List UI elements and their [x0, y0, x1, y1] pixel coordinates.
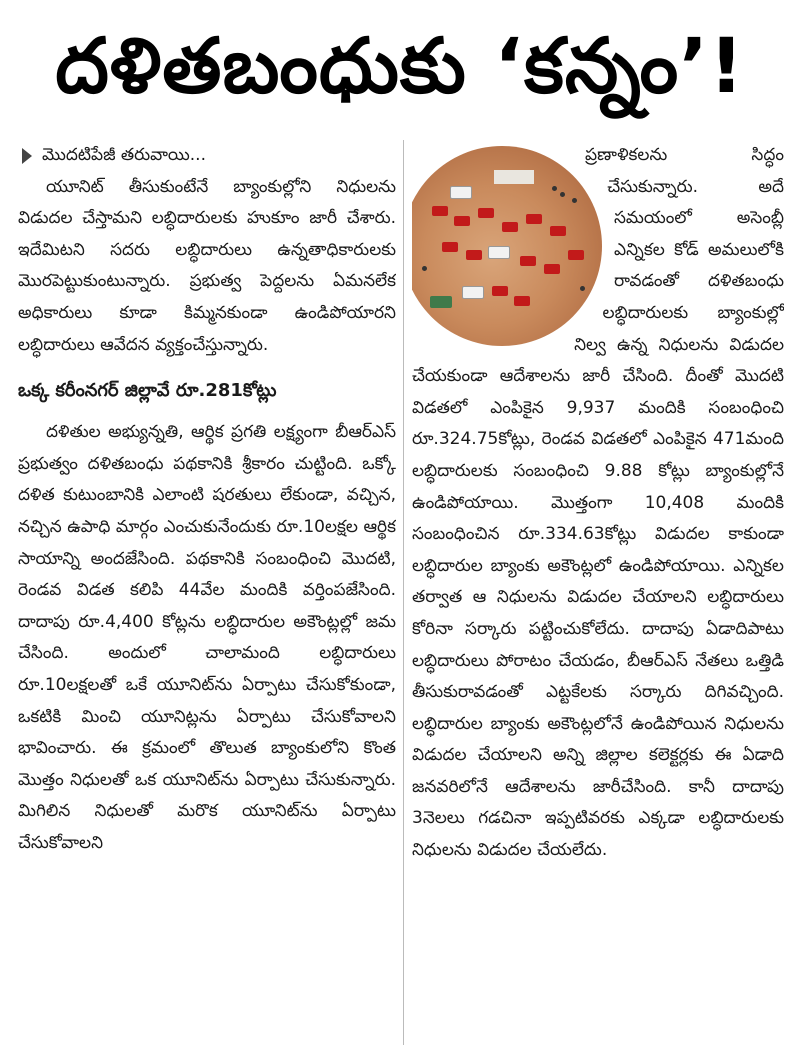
subheading: ఒక్క కరీంనగర్ జిల్లావే రూ.281కోట్లు: [18, 380, 277, 402]
tractor-shape: [526, 214, 542, 224]
vehicle-shape: [488, 246, 510, 259]
headline: దళితబంధుకు ‘కన్నం’!: [55, 21, 745, 110]
tractor-shape: [478, 208, 494, 218]
vehicle-shape: [430, 296, 452, 308]
tractor-shape: [550, 226, 566, 236]
article-column-right: [412, 140, 784, 1060]
tractor-shape: [432, 206, 448, 216]
tractor-shape: [442, 242, 458, 252]
tractor-shape: [544, 264, 560, 274]
paragraph: యూనిట్ తీసుకుంటేనే బ్యాంకుల్లోని నిధులను విడుదల చేస్తామని లబ్ధిదారులకు హుకూం జారీ చేశారు. ఇదేమిటని సదరు లబ్ధిదారులు ఉన్నతాధికారులకు మొరపెట్టుకుంటున్నారు. ప్రభుత్వ పెద్దలను ఏమనలేక అధికారులు కూడా కిమ్మనకుండా ఉండిపోయారని లబ్ధిదారులు ఆవేదన వ్యక్తంచేస్తున్నారు.: [18, 176, 396, 355]
crowd-dot: [560, 192, 565, 197]
vehicle-shape: [462, 286, 484, 299]
vehicle-shape: [450, 186, 472, 199]
crowd-dot: [552, 186, 557, 191]
crowd-dot: [572, 198, 577, 203]
tractor-shape: [502, 222, 518, 232]
continued-marker: [18, 140, 396, 172]
tent-shape: [494, 170, 534, 184]
tractor-shape: [454, 216, 470, 226]
tractor-shape: [466, 250, 482, 260]
tractor-shape: [492, 286, 508, 296]
crowd-dot: [580, 286, 585, 291]
paragraph: ప్రణాళికలను సిద్ధం చేసుకున్నారు. అదే సమయంలో అసెంబ్లీ ఎన్నికల కోడ్ అమలులోకి రావడంతో దళితబంధు లబ్ధిదారులకు బ్యాంకుల్లో నిల్వ ఉన్న నిధులను విడుదల చేయకుండా ఆదేశాలను జారీ చేసింది. దీంతో మొదటి విడతలో ఎంపికైన 9,937 మందికి సంబంధించి రూ.324.75కోట్లు, రెండవ విడతలో ఎంపికైన 471మంది లబ్ధిదారులకు సంబంధించి 9.88 కోట్లు బ్యాంకుల్లోనే ఉండిపోయాయి. మొత్తంగా 10,408 మందికి సంబంధించిన రూ.334.63కోట్లు విడుదల కాకుండా లబ్ధిదారుల బ్యాంకు అకౌంట్లలో ఉండిపోయాయి. ఎన్నికల తర్వాత ఆ నిధులను విడుదల చేయాలని లబ్ధిదారులు కోరినా సర్కారు పట్టించుకోలేదు. దాదాపు ఏడాదిపాటు లబ్ధిదారులు పోరాటం చేయడం, బీఆర్ఎస్ నేతలు ఒత్తిడి తీసుకురావడంతో ఎట్టకేలకు సర్కారు దిగివచ్చింది. లబ్ధిదారుల బ్యాంకు అకౌంట్లలోనే ఉండిపోయిన నిధులను విడుదల చేయాలని అన్ని జిల్లాల కలెక్టర్లకు ఈ ఏడాది జనవరిలోనే ఆదేశాలను జారీచేసింది. కానీ దాదాపు 3నెలలు గడచినా ఇప్పటివరకు ఎక్కడా లబ్ధిదారులకు నిధులను విడుదల చేయలేదు.: [412, 145, 784, 861]
crowd-dot: [422, 266, 427, 271]
chevron-right-icon: [22, 148, 32, 164]
article-column-left: [18, 140, 396, 1060]
tractor-shape: [514, 296, 530, 306]
paragraph: దళితుల అభ్యున్నతి, ఆర్థిక ప్రగతి లక్ష్యంగా బీఆర్ఎస్ ప్రభుత్వం దళితబంధు పథకానికి శ్రీకారం చుట్టింది. ఒక్కో దళిత కుటుంబానికి ఎలాంటి షరతులు లేకుండా, వచ్చిన, నచ్చిన ఉపాధి మార్గం ఎంచుకునేందుకు రూ.10లక్షల ఆర్థిక సాయాన్ని అందజేసింది. పథకానికి సంబంధించి మొదటి, రెండవ విడత కలిపి 44వేల మందికి వర్తింపజేసింది. దాదాపు రూ.4,400 కోట్లను లబ్ధిదారుల అకౌంట్లల్లో జమ చేసింది. అందులో చాలామంది లబ్ధిదారులు రూ.10లక్షలతో ఒకే యూనిట్‌ను ఏర్పాటు చేసుకోకుండా, ఒకటికి మించి యూనిట్లను ఏర్పాటు చేసుకోవాలని భావించారు. ఈ క్రమంలో తొలుత బ్యాంకులోని కొంత మొత్తం నిధులతో ఒక యూనిట్‌ను ఏర్పాటు చేసుకున్నారు. మిగిలిన నిధులతో మరొక యూనిట్‌ను ఏర్పాటు చేసుకోవాలని: [18, 422, 396, 853]
tractor-shape: [568, 250, 584, 260]
column-divider: [403, 140, 404, 1045]
tractor-shape: [520, 256, 536, 266]
continued-from-text: మొదటిపేజీ తరువాయి...: [42, 145, 206, 165]
